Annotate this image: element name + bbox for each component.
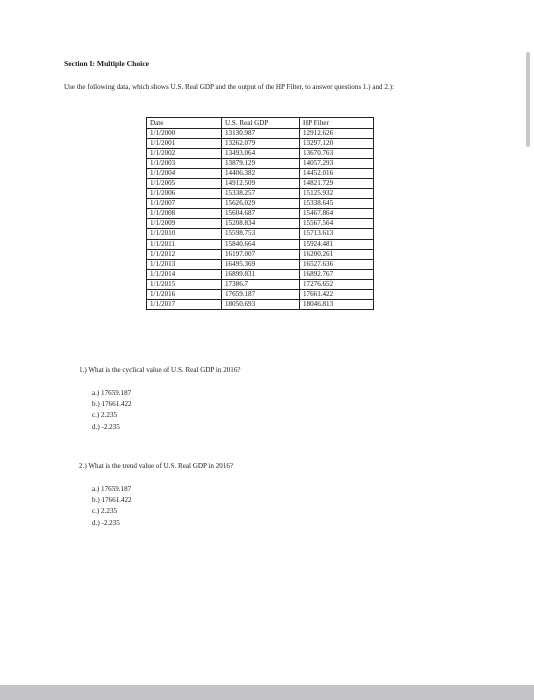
- table-cell-real-gdp: 16495.369: [222, 259, 300, 269]
- bottom-toolbar-strip: [0, 685, 534, 700]
- table-cell-date: 1/1/2016: [147, 289, 222, 299]
- table-cell-date: 1/1/2014: [147, 269, 222, 279]
- table-cell-real-gdp: 16899.831: [222, 269, 300, 279]
- table-cell-hp-filter: 15467.864: [300, 209, 374, 219]
- table-row: [147, 299, 374, 309]
- question-2-option-b: b.) 17661.422: [92, 496, 132, 505]
- table-cell-real-gdp: 13130.987: [222, 129, 300, 139]
- gdp-data-table: [146, 117, 374, 310]
- table-cell-date: 1/1/2011: [147, 239, 222, 249]
- table-cell-date: 1/1/2012: [147, 249, 222, 259]
- question-2-option-c: c.) 2.235: [92, 507, 118, 516]
- table-cell-real-gdp: 17659.187: [222, 289, 300, 299]
- table-cell-date: 1/1/2010: [147, 229, 222, 239]
- section-heading: Section I: Multiple Choice: [64, 59, 149, 68]
- table-cell-date: 1/1/2002: [147, 149, 222, 159]
- table-cell-date: 1/1/2009: [147, 219, 222, 229]
- table-row: [147, 189, 374, 199]
- table-row: [147, 129, 374, 139]
- table-cell-hp-filter: 15338.645: [300, 199, 374, 209]
- table-row: [147, 199, 374, 209]
- table-cell-hp-filter: 15713.613: [300, 229, 374, 239]
- table-row: [147, 149, 374, 159]
- table-cell-real-gdp: 15626.029: [222, 199, 300, 209]
- table-cell-hp-filter: 12912.626: [300, 129, 374, 139]
- question-2: 2.) What is the trend value of U.S. Real GDP in 2016?: [79, 462, 234, 470]
- question-2-options: [92, 484, 132, 529]
- table-row: [147, 249, 374, 259]
- column-header-real-gdp: U.S. Real GDP: [222, 118, 300, 129]
- intro-paragraph: Use the following data, which shows U.S. Real GDP and the output of the HP Filter, to answer questions 1.) and 2.):: [64, 83, 394, 91]
- table-cell-real-gdp: 15604.687: [222, 209, 300, 219]
- question-2-option-a: a.) 17659.187: [92, 485, 132, 493]
- table-cell-real-gdp: 17386.7: [222, 279, 300, 289]
- table-cell-hp-filter: 13670.763: [300, 149, 374, 159]
- table-cell-hp-filter: 17661.422: [300, 289, 374, 299]
- table-row: [147, 219, 374, 229]
- table-row: [147, 289, 374, 299]
- table-cell-real-gdp: 15208.834: [222, 219, 300, 229]
- table-cell-hp-filter: 15567.564: [300, 219, 374, 229]
- table-body: [147, 129, 374, 310]
- table-cell-hp-filter: 14821.729: [300, 179, 374, 189]
- table-cell-date: 1/1/2013: [147, 259, 222, 269]
- table-cell-date: 1/1/2008: [147, 209, 222, 219]
- table-cell-date: 1/1/2004: [147, 169, 222, 179]
- table-cell-hp-filter: 13297.120: [300, 139, 374, 149]
- table-cell-real-gdp: 15598.753: [222, 229, 300, 239]
- table-cell-hp-filter: 14057.293: [300, 159, 374, 169]
- table-row: [147, 239, 374, 249]
- table-cell-hp-filter: 14452.016: [300, 169, 374, 179]
- table-row: [147, 269, 374, 279]
- table-cell-date: 1/1/2003: [147, 159, 222, 169]
- question-1-option-d: d.) -2.235: [92, 422, 120, 431]
- table-cell-real-gdp: 13493.064: [222, 149, 300, 159]
- question-1-option-b: b.) 17661.422: [92, 400, 132, 409]
- table-row: [147, 259, 374, 269]
- table-cell-hp-filter: 16200.261: [300, 249, 374, 259]
- table-cell-real-gdp: 14912.509: [222, 179, 300, 189]
- question-1: 1.) What is the cyclical value of U.S. Real GDP in 2016?: [79, 366, 241, 374]
- table-cell-date: 1/1/2000: [147, 129, 222, 139]
- table-row: [147, 179, 374, 189]
- table-row: [147, 139, 374, 149]
- table-cell-real-gdp: 16197.007: [222, 249, 300, 259]
- question-1-option-c: c.) 2.235: [92, 411, 118, 420]
- table-cell-hp-filter: 17276.652: [300, 279, 374, 289]
- table-row: [147, 279, 374, 289]
- table-cell-hp-filter: 15924.481: [300, 239, 374, 249]
- table-cell-hp-filter: 15125.932: [300, 189, 374, 199]
- question-1-option-a: a.) 17659.187: [92, 389, 132, 397]
- question-1-options: [92, 388, 132, 433]
- question-2-option-d: d.) -2.235: [92, 518, 120, 527]
- table-row: [147, 169, 374, 179]
- table-cell-real-gdp: 14406.382: [222, 169, 300, 179]
- table-cell-hp-filter: 16527.636: [300, 259, 374, 269]
- table-cell-hp-filter: 16892.767: [300, 269, 374, 279]
- table-cell-real-gdp: 13879.129: [222, 159, 300, 169]
- table-cell-hp-filter: 18046.813: [300, 299, 374, 309]
- table-cell-date: 1/1/2007: [147, 199, 222, 209]
- column-header-hp-filter: HP Filter: [300, 118, 374, 129]
- table-cell-date: 1/1/2017: [147, 299, 222, 309]
- table-cell-real-gdp: 15840.664: [222, 239, 300, 249]
- table-cell-real-gdp: 18050.693: [222, 299, 300, 309]
- table-cell-date: 1/1/2006: [147, 189, 222, 199]
- table-row: [147, 159, 374, 169]
- table-cell-date: 1/1/2001: [147, 139, 222, 149]
- column-header-date: Date: [147, 118, 222, 129]
- table-cell-date: 1/1/2005: [147, 179, 222, 189]
- table-row: [147, 229, 374, 239]
- table-cell-real-gdp: 13262.079: [222, 139, 300, 149]
- table-cell-date: 1/1/2015: [147, 279, 222, 289]
- table-header-row: [147, 118, 374, 129]
- table-row: [147, 209, 374, 219]
- vertical-scrollbar[interactable]: [526, 52, 530, 147]
- table-cell-real-gdp: 15338.257: [222, 189, 300, 199]
